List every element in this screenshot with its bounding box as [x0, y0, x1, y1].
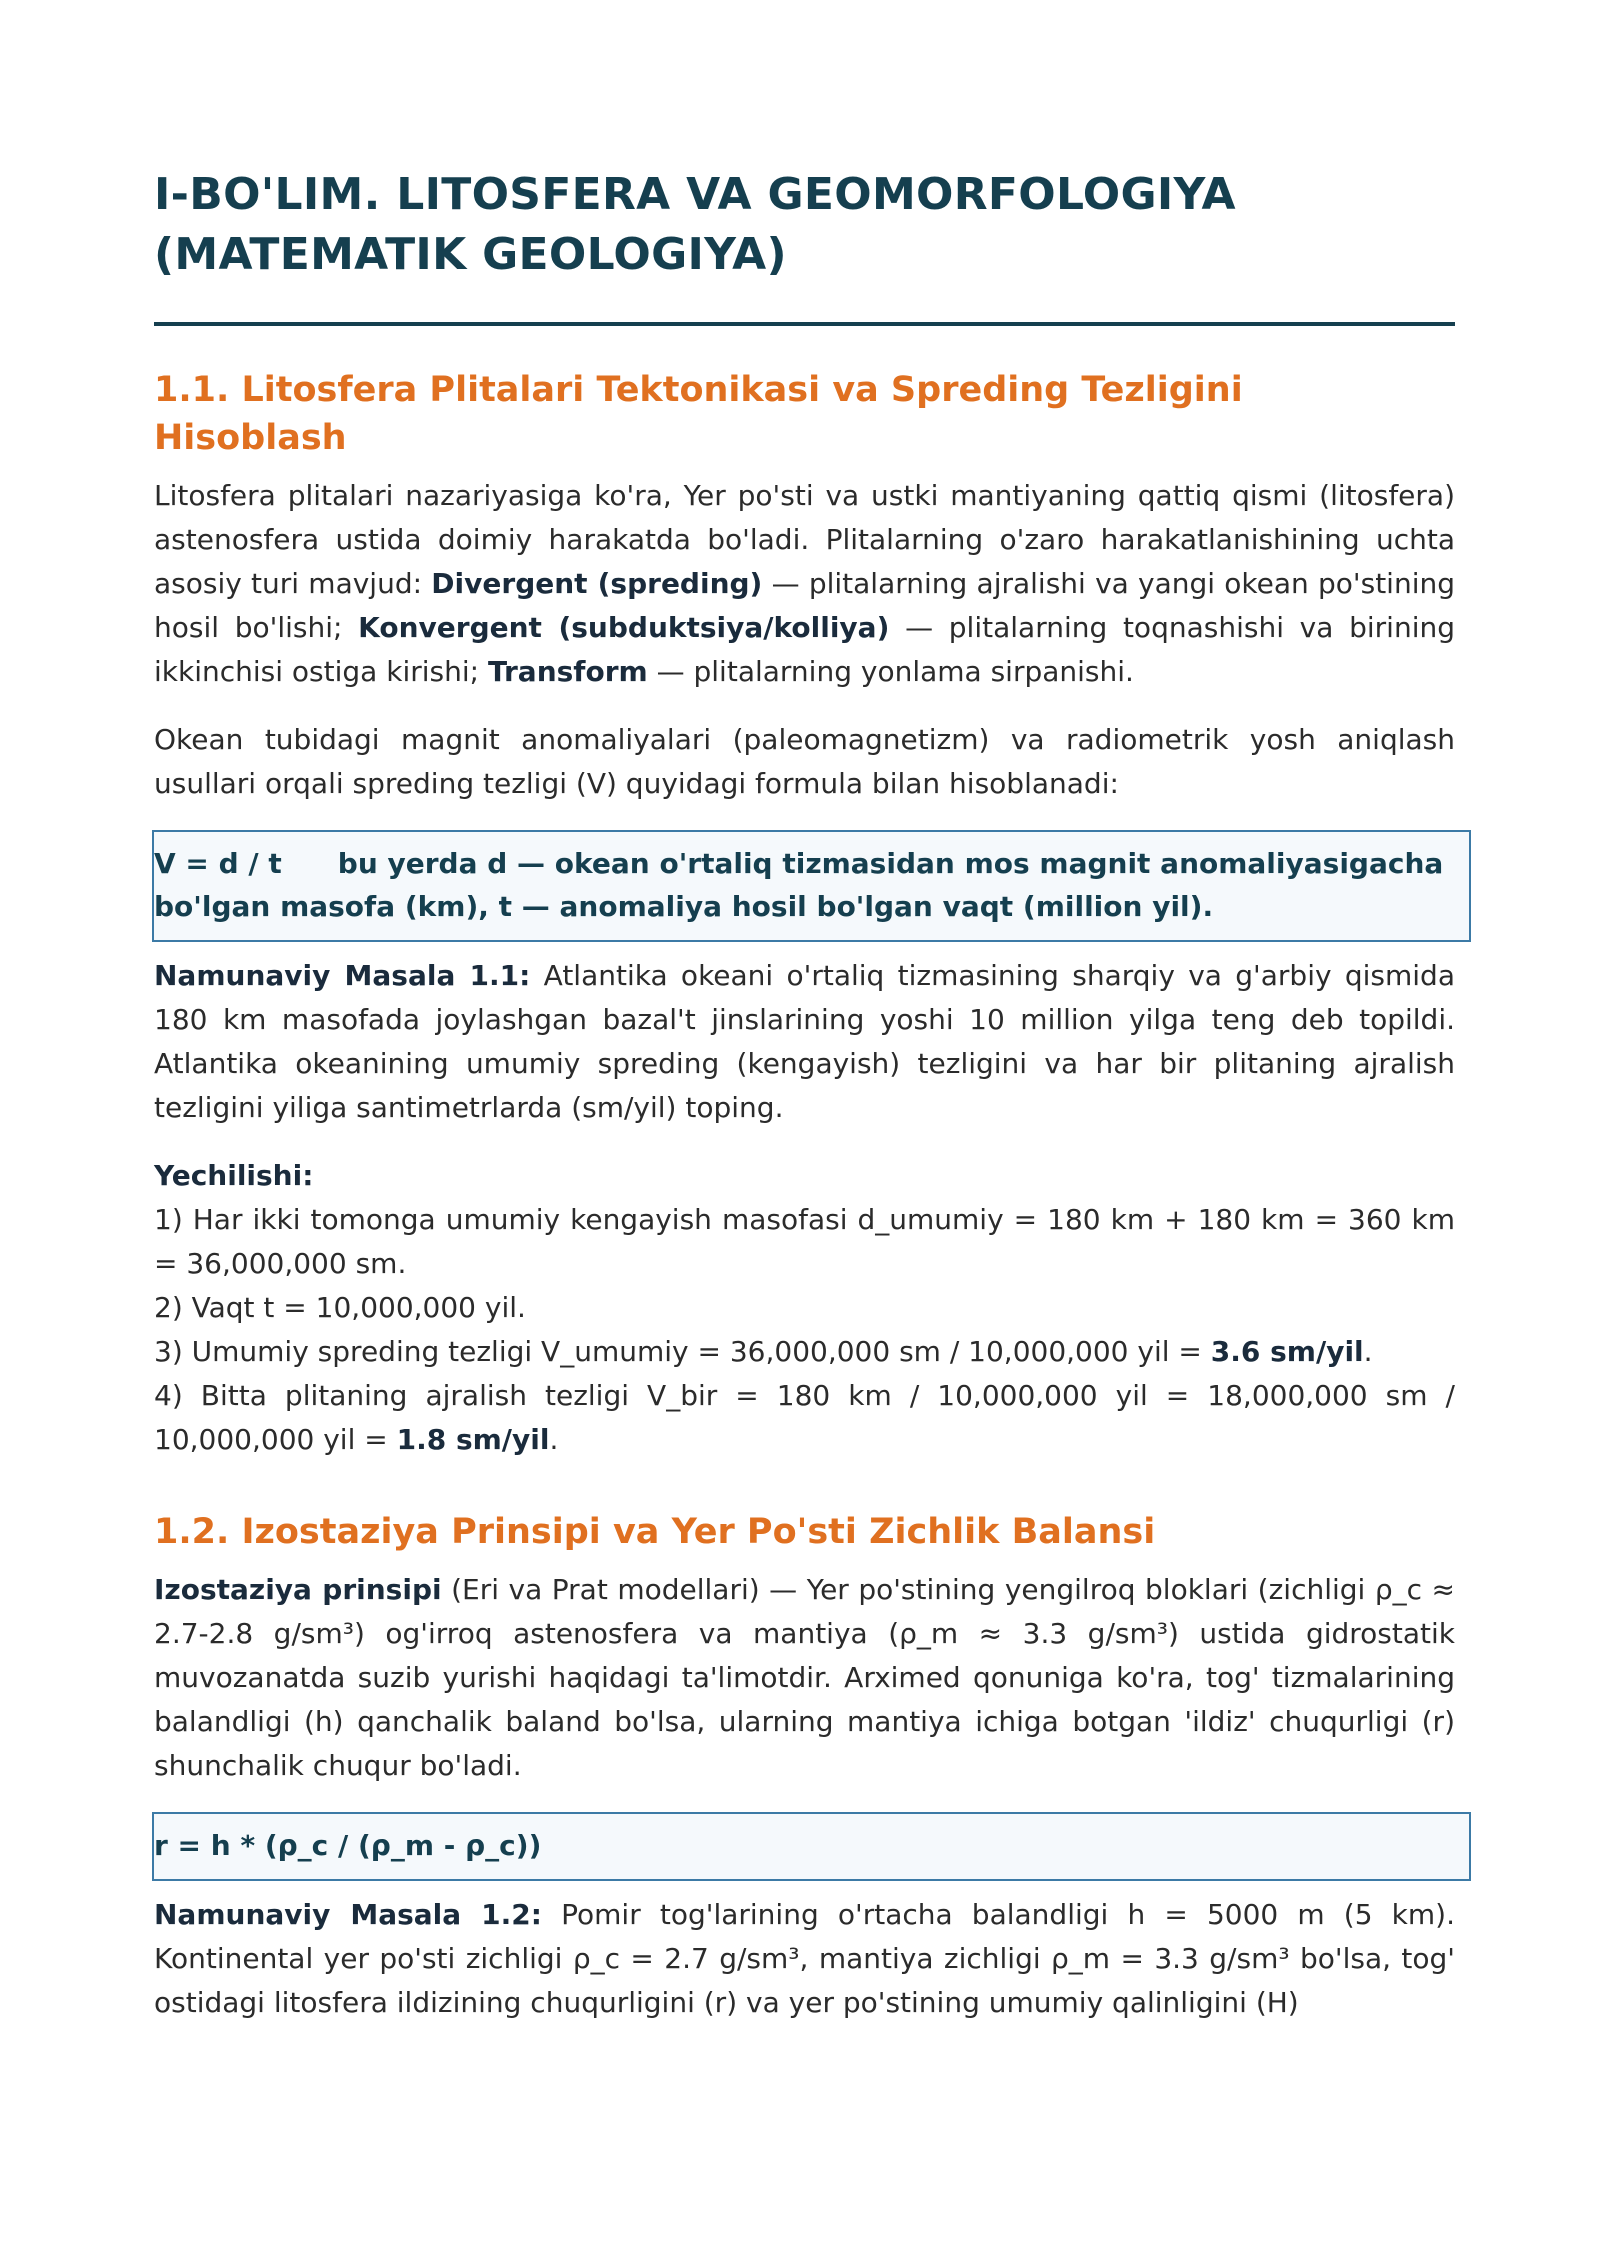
text-run: . [549, 1423, 559, 1456]
title-divider [154, 322, 1455, 326]
text-run: — plitalarning ajralishi va yangi okean po'stining hosil bo'lishi; [154, 567, 1456, 644]
text-run: 3) Umumiy spreding tezligi V_umumiy = 36,000,000 sm / 10,000,000 yil = [154, 1335, 1211, 1368]
text-run: — plitalarning toqnashishi va birining ikkinchisi ostiga kirishi; [154, 611, 1455, 688]
page-title [154, 165, 1455, 285]
formula-box-isostasy: r = h * (ρ_c / (ρ_m - ρ_c)) [152, 1812, 1471, 1881]
title-line-2: (MATEMATIK GEOLOGIYA) [154, 229, 787, 280]
term-konvergent: Konvergent (subduktsiya/kolliya) [358, 611, 890, 644]
text-run: 4) Bitta plitaning ajralish tezligi V_bir = 180 km / 10,000,000 yil = 18,000,000 sm / 10,000,000 yil = [154, 1379, 1455, 1456]
section-1-heading-line-1: 1.1. Litosfera Plitalari Tektonikasi va Spreding Tezligini [154, 370, 1243, 410]
solution-1-1 [154, 1154, 1455, 1462]
problem-1-2 [154, 1893, 1455, 2025]
formula-explanation: bu yerda d — okean o'rtaliq tizmasidan mos magnit anomaliyasigacha bo'lgan masofa (km), t — anomaliya hosil bo'lgan vaqt (million yil). [154, 847, 1444, 923]
section-1-paragraph-2: Okean tubidagi magnit anomaliyalari (paleomagnetizm) va radiometrik yosh aniqlash usullari orqali spreding tezligi (V) quyidagi formula bilan hisoblanadi: [154, 723, 1455, 800]
problem-text: Atlantika okeani o'rtaliq tizmasining sharqiy va g'arbiy qismida 180 km masofada joylashgan bazal't jinslarining yoshi 10 million yilga teng deb topildi. Atlantika okeanining umumiy spreding (kengayish) tezligini va har bir plitaning ajralish tezligini yiliga santimetrlarda (sm/yil) toping. [154, 959, 1455, 1124]
term-izostaziya: Izostaziya prinsipi [154, 1573, 442, 1606]
term-transform: Transform [487, 655, 648, 688]
section-1-paragraph-1 [154, 474, 1455, 694]
solution-step-4 [154, 1374, 1455, 1462]
section-1 [154, 366, 1455, 1462]
term-divergent: Divergent (spreding) [431, 567, 763, 600]
result-value: 1.8 sm/yil [396, 1423, 550, 1456]
section-1-heading-line-2: Hisoblash [154, 418, 347, 458]
problem-label: Namunaviy Masala 1.1: [154, 959, 531, 992]
result-value: 3.6 sm/yil [1210, 1335, 1364, 1368]
problem-1-1 [154, 954, 1455, 1130]
formula-box-spreading [152, 830, 1471, 942]
formula-expression: V = d / t [154, 847, 282, 880]
text-run: — plitalarning yonlama sirpanishi. [647, 655, 1134, 688]
text-run: Litosfera plitalari nazariyasiga ko'ra, Yer po'sti va ustki mantiyaning qattiq qismi (litosfera) astenosfera ustida doimiy harakatda bo'ladi. Plitalarning o'zaro harakatlanishining uchta asosiy turi mavjud: [154, 479, 1455, 600]
section-2 [154, 1508, 1455, 2025]
section-1-heading [154, 366, 1455, 462]
problem-text: Pomir tog'larining o'rtacha balandligi h = 5000 m (5 km). Kontinental yer po'sti zichligi ρ_c = 2.7 g/sm³, mantiya zichligi ρ_m = 3.3 g/sm³ bo'lsa, tog' ostidagi litosfera ildizining chuqurligini (r) va yer po'stining umumiy qalinligini (H) [154, 1898, 1455, 2019]
text-run: . [1363, 1335, 1373, 1368]
solution-step-2: 2) Vaqt t = 10,000,000 yil. [154, 1291, 526, 1324]
solution-step-3 [154, 1330, 1455, 1374]
section-2-heading: 1.2. Izostaziya Prinsipi va Yer Po'sti Zichlik Balansi [154, 1512, 1156, 1552]
text-run: (Eri va Prat modellari) — Yer po'stining yengilroq bloklari (zichligi ρ_c ≈ 2.7-2.8 g/sm³) og'irroq astenosfera va mantiya (ρ_m ≈ 3.3 g/sm³) ustida gidrostatik muvozanatda suzib yurishi haqidagi ta'limotdir. Arximed qonuniga ko'ra, tog' tizmalarining balandligi (h) qanchalik baland bo'lsa, ularning mantiya ichiga botgan 'ildiz' chuqurligi (r) shunchalik chuqur bo'ladi. [154, 1573, 1455, 1782]
solution-step-1: 1) Har ikki tomonga umumiy kengayish masofasi d_umumiy = 180 km + 180 km = 360 km = 36,000,000 sm. [154, 1203, 1455, 1280]
section-2-paragraph-1 [154, 1568, 1455, 1788]
solution-label: Yechilishi: [154, 1159, 314, 1192]
problem-label: Namunaviy Masala 1.2: [154, 1898, 542, 1931]
title-line-1: I-BO'LIM. LITOSFERA VA GEOMORFOLOGIYA [154, 169, 1236, 220]
